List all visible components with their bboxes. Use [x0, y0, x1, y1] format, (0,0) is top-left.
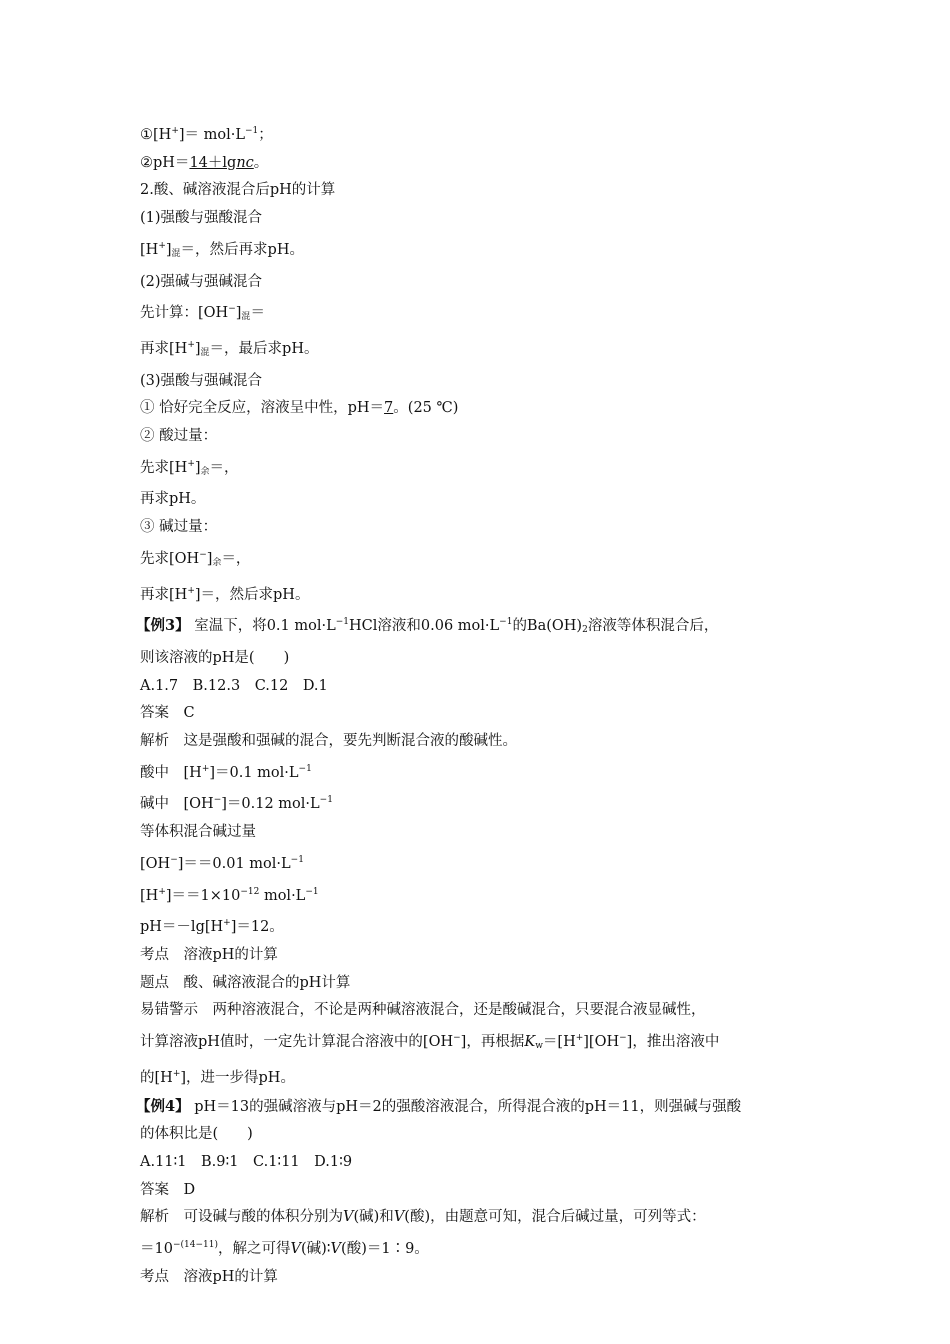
- example-3-point: 考点 溶液pH的计算: [140, 946, 278, 963]
- text: ；: [258, 127, 273, 143]
- example-4-point: 考点 溶液pH的计算: [140, 1268, 278, 1285]
- example-3-h-result: [140, 879, 820, 911]
- superscript: −: [199, 549, 207, 560]
- text: 解析 可设碱与酸的体积分别为: [140, 1209, 343, 1226]
- superscript: −1: [298, 763, 312, 774]
- text: ①[H: [140, 127, 172, 143]
- text: [H: [140, 241, 159, 258]
- text: ]: [194, 459, 201, 476]
- formula-mix-h: [140, 233, 820, 269]
- example-4-equation: [140, 1232, 820, 1264]
- text: 计算溶液pH值时，一定先计算混合溶液中的[OH: [140, 1034, 454, 1051]
- superscript: +: [575, 1033, 584, 1044]
- text: ＝[H: [542, 1034, 576, 1051]
- superscript: +: [201, 763, 210, 774]
- text: pH＝13的强碱溶液与pH＝2的强酸溶液混合，所得混合液的pH＝11，则强碱与强酸: [189, 1098, 742, 1115]
- superscript: −: [228, 304, 236, 315]
- text: ]，再根据: [460, 1034, 525, 1051]
- superscript: −1: [290, 854, 304, 865]
- example-4-question: [136, 1093, 820, 1122]
- text: ，解之可得: [217, 1241, 291, 1258]
- superscript: +: [187, 458, 195, 469]
- superscript: −1: [499, 617, 513, 628]
- step-find-ph: 再求pH。: [140, 491, 206, 508]
- example-4-answer: 答案 D: [140, 1181, 196, 1198]
- superscript: −: [170, 854, 178, 865]
- example-4-options: A.11∶1 B.9∶1 C.1∶11 D.1∶9: [140, 1153, 353, 1170]
- superscript: +: [158, 240, 166, 251]
- superscript: −1: [319, 795, 333, 806]
- superscript: −1: [244, 126, 259, 136]
- text: ]: [235, 305, 242, 322]
- example-3-base: [140, 787, 820, 819]
- superscript: −12: [240, 886, 260, 897]
- text: 14＋lg: [189, 154, 237, 171]
- subsection-strong-base: (2)强碱与强碱混合: [140, 273, 263, 290]
- italic-text: V: [343, 1209, 354, 1226]
- subscript: 2: [582, 625, 588, 636]
- text: ]: [206, 550, 213, 567]
- text: ]＝12。: [230, 919, 284, 936]
- example-3-ph-result: [140, 910, 820, 942]
- example-3-warning: 易错警示 两种溶液混合，不论是两种碱溶液混合，还是酸碱混合，只要混合液显碱性，: [140, 1002, 706, 1019]
- text: ＝，: [209, 459, 239, 476]
- formula-h-concentration: [140, 118, 820, 150]
- example-3-warning-end: [140, 1061, 820, 1093]
- text: 碱中 [OH: [140, 796, 214, 813]
- text: ]: [194, 340, 201, 357]
- case-acid-excess: ② 酸过量：: [140, 428, 218, 445]
- example-4-analysis: [140, 1204, 820, 1232]
- text: (酸)＝1∶9。: [341, 1241, 429, 1258]
- text: 。: [253, 154, 269, 171]
- subsection-strong-acid: (1)强酸与强酸混合: [140, 210, 263, 227]
- text: ＝，最后求pH。: [209, 340, 319, 357]
- subscript: 混: [171, 248, 181, 259]
- example-tag: 【例4】: [136, 1097, 190, 1115]
- text: ]，推出溶液中: [626, 1034, 720, 1051]
- case-base-excess: ③ 碱过量：: [140, 519, 218, 536]
- text: ②pH＝: [140, 154, 190, 171]
- text: ＝10: [140, 1241, 173, 1258]
- superscript: +: [158, 886, 166, 897]
- superscript: −: [453, 1033, 461, 1044]
- example-3-question-cont: 则该溶液的pH是( ): [140, 649, 290, 666]
- text: (酸)，由题意可知，混合后碱过量，可列等式：: [404, 1209, 706, 1226]
- text: 的[H: [140, 1069, 173, 1086]
- text: ]＝＝1×10: [165, 887, 241, 904]
- text: (碱)和: [353, 1209, 394, 1226]
- text: ]＝0.12 mol·L: [221, 796, 320, 813]
- document-content: [136, 118, 820, 1291]
- example-3-options: A.1.7 B.12.3 C.12 D.1: [140, 677, 328, 694]
- text: ][OH: [583, 1034, 620, 1051]
- italic-text: K: [524, 1034, 536, 1051]
- formula-remaining-oh: [140, 542, 820, 578]
- section-heading: 2.酸、碱溶液混合后pH的计算: [140, 182, 336, 199]
- subscript: 混: [241, 312, 251, 323]
- text: mol·L: [259, 887, 306, 904]
- example-3-topic: 题点 酸、碱溶液混合的pH计算: [140, 974, 351, 991]
- example-3-answer: 答案 C: [140, 705, 195, 722]
- superscript: +: [187, 339, 195, 350]
- superscript: −: [213, 795, 222, 806]
- subscript: w: [535, 1041, 543, 1052]
- example-tag: 【例3】: [136, 617, 190, 635]
- superscript: −: [619, 1033, 627, 1044]
- example-3-oh-result: [140, 847, 820, 879]
- superscript: −1: [335, 617, 350, 628]
- formula-mix-oh: [140, 296, 820, 332]
- superscript: −(14−11): [172, 1240, 218, 1251]
- italic-text: V: [393, 1209, 405, 1226]
- formula-remaining-h: [140, 451, 820, 487]
- underlined-answer: [189, 155, 253, 171]
- superscript: +: [172, 1068, 181, 1079]
- subscript: 余: [200, 466, 210, 477]
- italic-text: nc: [236, 154, 254, 171]
- subscript: 余: [212, 557, 222, 568]
- example-3-analysis: 解析 这是强酸和强碱的混合，要先判断混合液的酸碱性。: [140, 733, 517, 750]
- superscript: +: [187, 585, 195, 596]
- text: ＝: [250, 305, 265, 322]
- formula-ph: [140, 150, 820, 178]
- case-neutral: [140, 395, 820, 423]
- italic-text: V: [290, 1241, 301, 1258]
- superscript: +: [223, 918, 231, 929]
- text: ]: [165, 241, 172, 258]
- text: ]＝，然后求pH。: [194, 586, 310, 603]
- text: ]＝0.1 mol·L: [209, 764, 299, 781]
- example-3-question: [136, 609, 820, 645]
- text: ]＝ mol·L: [178, 127, 245, 143]
- subscript: 混: [200, 347, 210, 358]
- text: 。(25 ℃): [393, 400, 459, 417]
- superscript: +: [171, 126, 179, 136]
- example-3-excess: 等体积混合碱过量: [140, 824, 256, 841]
- subsection-acid-base: (3)强酸与强碱混合: [140, 372, 263, 389]
- text: (碱)∶: [300, 1241, 331, 1258]
- text: ]＝＝0.01 mol·L: [177, 855, 291, 872]
- italic-text: V: [330, 1241, 342, 1258]
- text: [OH: [140, 855, 171, 872]
- superscript: −1: [305, 886, 319, 897]
- formula-then-h: [140, 578, 820, 610]
- text: 再求[H: [140, 340, 188, 357]
- text: 的Ba(OH): [512, 618, 583, 635]
- text: pH＝－lg[H: [140, 919, 224, 936]
- text: ＝，然后再求pH。: [180, 241, 304, 258]
- text: 先计算：[OH: [140, 305, 229, 322]
- text: 酸中 [H: [140, 764, 202, 781]
- formula-mix-h-base: [140, 332, 820, 368]
- text: 溶液等体积混合后，: [587, 618, 719, 635]
- text: 再求[H: [140, 586, 188, 603]
- text: [H: [140, 887, 159, 904]
- example-4-question-cont: 的体积比是( ): [140, 1126, 253, 1143]
- text: ]，进一步得pH。: [180, 1069, 295, 1086]
- example-3-acid: [140, 756, 820, 788]
- text: HCl溶液和0.06 mol·L: [349, 618, 500, 635]
- underlined-answer: 7: [384, 400, 394, 417]
- text: 先求[OH: [140, 550, 200, 567]
- example-3-warning-cont: [140, 1025, 820, 1061]
- text: 室温下，将0.1 mol·L: [189, 618, 336, 635]
- text: 先求[H: [140, 459, 188, 476]
- text: ＝，: [221, 550, 251, 567]
- text: ① 恰好完全反应，溶液呈中性，pH＝: [140, 400, 385, 417]
